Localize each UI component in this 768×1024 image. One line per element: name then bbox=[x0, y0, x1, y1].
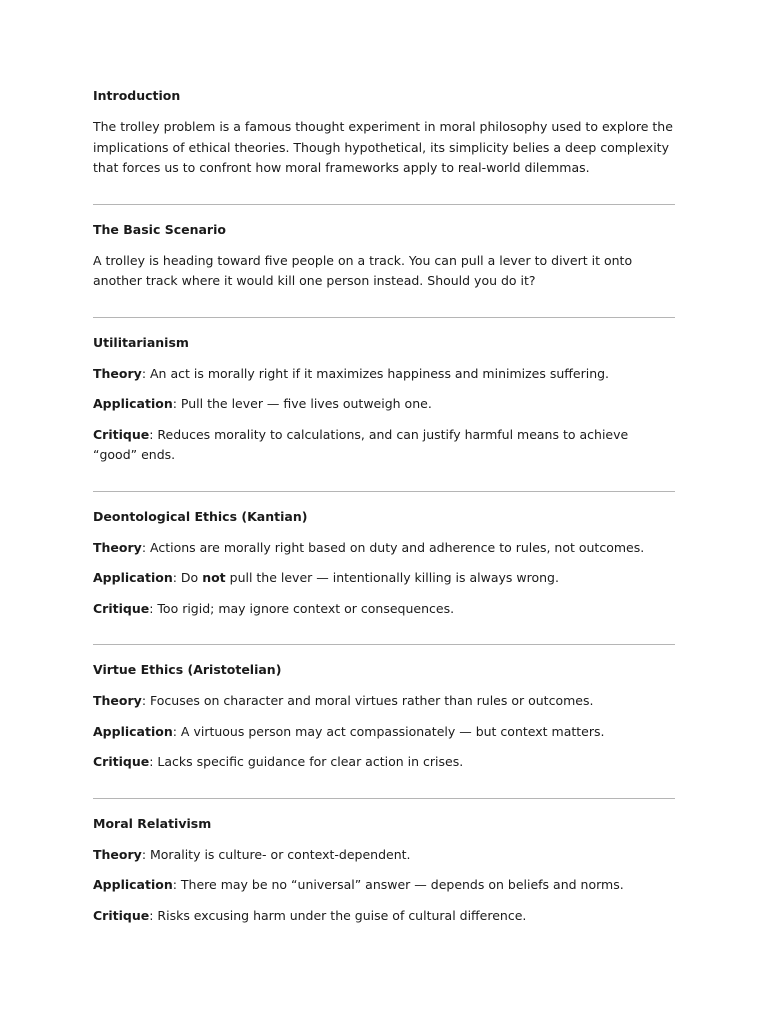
critique-line bbox=[93, 752, 675, 773]
section-heading: Moral Relativism bbox=[93, 815, 212, 831]
theory-text: An act is morally right if it maximizes happiness and minimizes suffering. bbox=[146, 365, 610, 381]
critique-text: Reduces morality to calculations, and can justify harmful means to achieve “good” ends. bbox=[93, 426, 629, 462]
theory-text: Morality is culture- or context-dependent. bbox=[146, 846, 411, 862]
theory-text: Focuses on character and moral virtues rather than rules or outcomes. bbox=[146, 693, 594, 708]
section-body: The trolley problem is a famous thought experiment in moral philosophy used to explore the implications of ethical theories. Though hypothetical, its simplicity belies a deep complexity that forces us to confront how moral frameworks apply to real-world dilemmas. bbox=[93, 119, 673, 175]
theory-line bbox=[93, 691, 675, 712]
application-text-pre: Do bbox=[176, 570, 203, 585]
application-text: There may be no “universal” answer — depends on beliefs and norms. bbox=[176, 877, 624, 892]
label-colon: : bbox=[149, 426, 154, 442]
theory-line bbox=[93, 364, 675, 385]
critique-line bbox=[93, 599, 675, 620]
critique-text: Too rigid; may ignore context or consequences. bbox=[153, 600, 455, 616]
application-line bbox=[93, 875, 675, 896]
label-colon: : bbox=[141, 846, 147, 862]
label-colon: : bbox=[141, 539, 147, 555]
section-divider bbox=[93, 204, 675, 205]
section-heading: Introduction bbox=[93, 88, 181, 103]
application-line bbox=[93, 394, 675, 415]
section-moral-relativism bbox=[93, 815, 675, 927]
label-colon: : bbox=[149, 907, 154, 923]
application-line bbox=[93, 568, 675, 589]
theory-label: Theory bbox=[93, 846, 142, 862]
critique-label: Critique bbox=[93, 426, 150, 442]
section-utilitarianism bbox=[93, 334, 675, 466]
application-text: Pull the lever — five lives outweigh one. bbox=[176, 396, 432, 411]
section-basic-scenario bbox=[93, 221, 675, 292]
critique-label: Critique bbox=[93, 754, 150, 769]
section-deontological-ethics bbox=[93, 508, 675, 620]
application-emphasis: not bbox=[202, 570, 226, 585]
critique-line bbox=[93, 906, 675, 927]
theory-label: Theory bbox=[93, 539, 142, 555]
label-colon: : bbox=[149, 754, 154, 769]
critique-label: Critique bbox=[93, 600, 150, 616]
label-colon: : bbox=[172, 723, 177, 739]
section-heading: Deontological Ethics (Kantian) bbox=[93, 508, 308, 524]
section-heading: Utilitarianism bbox=[93, 334, 189, 350]
application-label: Application bbox=[93, 570, 173, 585]
application-label: Application bbox=[93, 396, 173, 411]
application-text-post: pull the lever — intentionally killing is always wrong. bbox=[225, 570, 559, 585]
critique-line bbox=[93, 425, 675, 466]
section-divider bbox=[93, 317, 675, 318]
section-divider bbox=[93, 644, 675, 645]
label-colon: : bbox=[172, 396, 177, 411]
critique-label: Critique bbox=[93, 907, 150, 923]
application-label: Application bbox=[93, 877, 173, 892]
label-colon: : bbox=[172, 570, 177, 585]
label-colon: : bbox=[149, 600, 154, 616]
section-introduction bbox=[93, 87, 675, 179]
theory-text: Actions are morally right based on duty and adherence to rules, not outcomes. bbox=[146, 539, 645, 555]
application-label: Application bbox=[93, 723, 173, 739]
label-colon: : bbox=[141, 693, 147, 708]
theory-line bbox=[93, 538, 675, 559]
critique-text: Lacks specific guidance for clear action in crises. bbox=[153, 754, 464, 769]
section-virtue-ethics bbox=[93, 661, 675, 773]
theory-label: Theory bbox=[93, 365, 142, 381]
label-colon: : bbox=[141, 365, 147, 381]
section-divider bbox=[93, 491, 675, 492]
section-body: A trolley is heading toward five people on a track. You can pull a lever to divert it onto another track where it would kill one person instead. Should you do it? bbox=[93, 252, 633, 288]
critique-text: Risks excusing harm under the guise of cultural difference. bbox=[153, 907, 527, 923]
application-text: A virtuous person may act compassionately — but context matters. bbox=[176, 723, 605, 739]
section-divider bbox=[93, 798, 675, 799]
label-colon: : bbox=[172, 877, 177, 892]
theory-line bbox=[93, 845, 675, 866]
application-line bbox=[93, 722, 675, 743]
theory-label: Theory bbox=[93, 693, 142, 708]
section-heading: The Basic Scenario bbox=[93, 221, 226, 237]
section-heading: Virtue Ethics (Aristotelian) bbox=[93, 662, 282, 677]
